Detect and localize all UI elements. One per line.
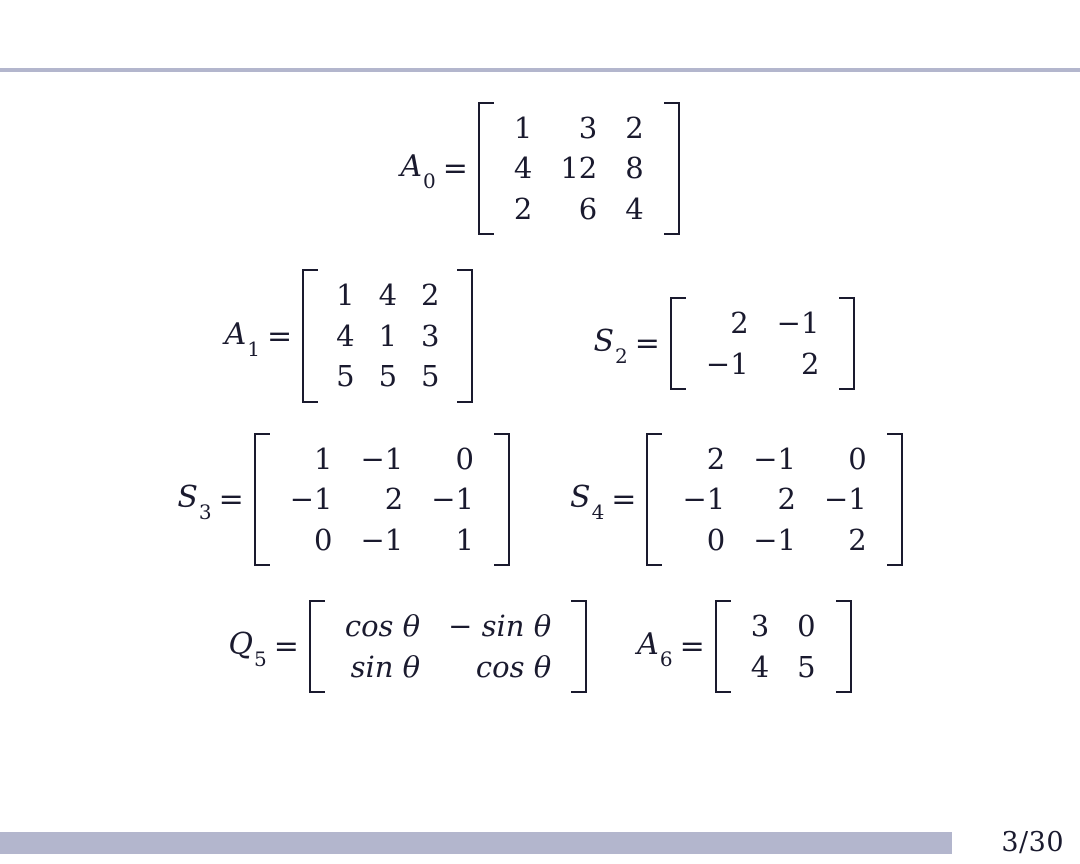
- matrix-cell: 5: [421, 359, 440, 394]
- right-bracket: [457, 269, 473, 402]
- matrix-cell: cos θ: [475, 649, 552, 684]
- matrix-cell: −1: [431, 482, 474, 517]
- matrix-cell: cos θ: [344, 609, 421, 644]
- left-bracket: [254, 433, 270, 566]
- matrix-cell: 2: [384, 482, 404, 517]
- matrix-row-4: [0, 600, 1080, 693]
- matrix-cell: 1: [455, 522, 474, 557]
- matrix-cell: 4: [378, 278, 398, 313]
- matrix-cells: [662, 433, 886, 566]
- matrix-cells: [270, 433, 494, 566]
- header-rule: [0, 68, 1080, 72]
- matrix-S3: [254, 433, 510, 566]
- slide-content: [0, 80, 1080, 780]
- matrix-cell: 1: [378, 318, 398, 353]
- matrix-cell: 4: [625, 191, 644, 226]
- matrix-cell: 2: [625, 111, 644, 145]
- matrix-cell: 3: [421, 318, 440, 353]
- left-bracket: [715, 600, 731, 693]
- matrix-cell: 1: [513, 111, 533, 145]
- left-bracket: [302, 269, 318, 402]
- equals-sign: =: [679, 629, 705, 665]
- matrix-cell: −1: [776, 306, 820, 341]
- right-bracket: [836, 600, 852, 693]
- matrix-cell: 1: [314, 441, 333, 476]
- matrix-cell: 3: [578, 111, 598, 145]
- matrix-cells: [325, 600, 571, 693]
- matrix-cell: 2: [800, 346, 820, 381]
- equals-sign: =: [634, 326, 660, 362]
- matrix-cell: 5: [797, 649, 816, 684]
- right-bracket: [887, 433, 903, 566]
- matrix-cell: −1: [753, 441, 796, 476]
- matrix-A0: [478, 102, 680, 235]
- equals-sign: =: [442, 151, 468, 187]
- matrix-cell: 5: [378, 359, 398, 394]
- equation-S2: [593, 297, 855, 390]
- matrix-label-S3: $S_3$: [177, 480, 212, 525]
- matrix-cell: 8: [625, 151, 644, 186]
- matrix-label-S4: $S_4$: [570, 480, 605, 525]
- matrix-cell: − sin θ: [448, 609, 552, 644]
- matrix-cell: sin θ: [350, 649, 421, 684]
- matrix-cell: 0: [314, 522, 333, 557]
- matrix-cell: 2: [513, 191, 533, 226]
- matrix-cells: [686, 297, 840, 390]
- left-bracket: [309, 600, 325, 693]
- matrix-cell: 2: [848, 522, 867, 557]
- matrix-label-Q5: $Q_5$: [228, 627, 267, 672]
- equation-A1: [225, 269, 474, 402]
- matrix-cell: 2: [706, 441, 726, 476]
- matrix-S4: [646, 433, 902, 566]
- matrix-cell: 2: [777, 482, 796, 517]
- matrix-cell: 3: [750, 609, 770, 644]
- equation-A6: [637, 600, 851, 693]
- equation-Q5: [228, 600, 587, 693]
- matrix-cells: [731, 600, 836, 693]
- equals-sign: =: [218, 482, 244, 518]
- page-number: 3/30: [1001, 827, 1064, 858]
- matrix-cell: 4: [513, 151, 533, 186]
- matrix-label-A6: $A_6$: [637, 627, 673, 672]
- right-bracket: [664, 102, 680, 235]
- matrix-cell: −1: [289, 482, 333, 517]
- matrix-cell: −1: [360, 441, 404, 476]
- equals-sign: =: [611, 482, 637, 518]
- matrix-cell: 4: [336, 318, 355, 353]
- right-bracket: [494, 433, 510, 566]
- matrix-cell: 0: [455, 441, 474, 476]
- equals-sign: =: [266, 318, 293, 354]
- matrix-label-S2: $S_2$: [593, 324, 628, 369]
- matrix-cell: −1: [823, 482, 867, 517]
- matrix-cell: 2: [421, 278, 440, 313]
- footer-bar: [0, 832, 952, 854]
- matrix-row-1: [0, 102, 1080, 235]
- matrix-A1: [302, 269, 473, 402]
- equation-S3: [177, 433, 510, 566]
- matrix-cell: 5: [336, 359, 355, 394]
- matrix-cell: −1: [360, 522, 404, 557]
- matrix-row-2: [0, 269, 1080, 402]
- left-bracket: [646, 433, 662, 566]
- equals-sign: =: [273, 629, 299, 665]
- matrix-cell: 0: [848, 441, 867, 476]
- matrix-cell: 2: [730, 306, 749, 341]
- matrix-cell: 6: [578, 191, 598, 226]
- matrix-cell: 12: [560, 151, 598, 186]
- matrix-cell: −1: [705, 346, 749, 381]
- matrix-cell: 0: [797, 609, 816, 644]
- equation-A0: [400, 102, 679, 235]
- matrix-cell: 1: [336, 278, 355, 313]
- matrix-label-A1: $A_1$: [224, 316, 260, 361]
- matrix-cell: −1: [753, 522, 796, 557]
- matrix-cells: [318, 269, 457, 402]
- matrix-Q5: [309, 600, 587, 693]
- matrix-row-3: [0, 433, 1080, 566]
- matrix-S2: [670, 297, 856, 390]
- matrix-label-A0: $A_0$: [400, 149, 436, 194]
- matrix-A6: [715, 600, 852, 693]
- matrix-cell: −1: [682, 482, 726, 517]
- left-bracket: [478, 102, 494, 235]
- matrix-cell: 0: [706, 522, 726, 557]
- matrix-cell: 4: [750, 649, 770, 684]
- equation-S4: [570, 433, 903, 566]
- matrix-cells: [494, 102, 664, 235]
- right-bracket: [839, 297, 855, 390]
- left-bracket: [670, 297, 686, 390]
- right-bracket: [571, 600, 587, 693]
